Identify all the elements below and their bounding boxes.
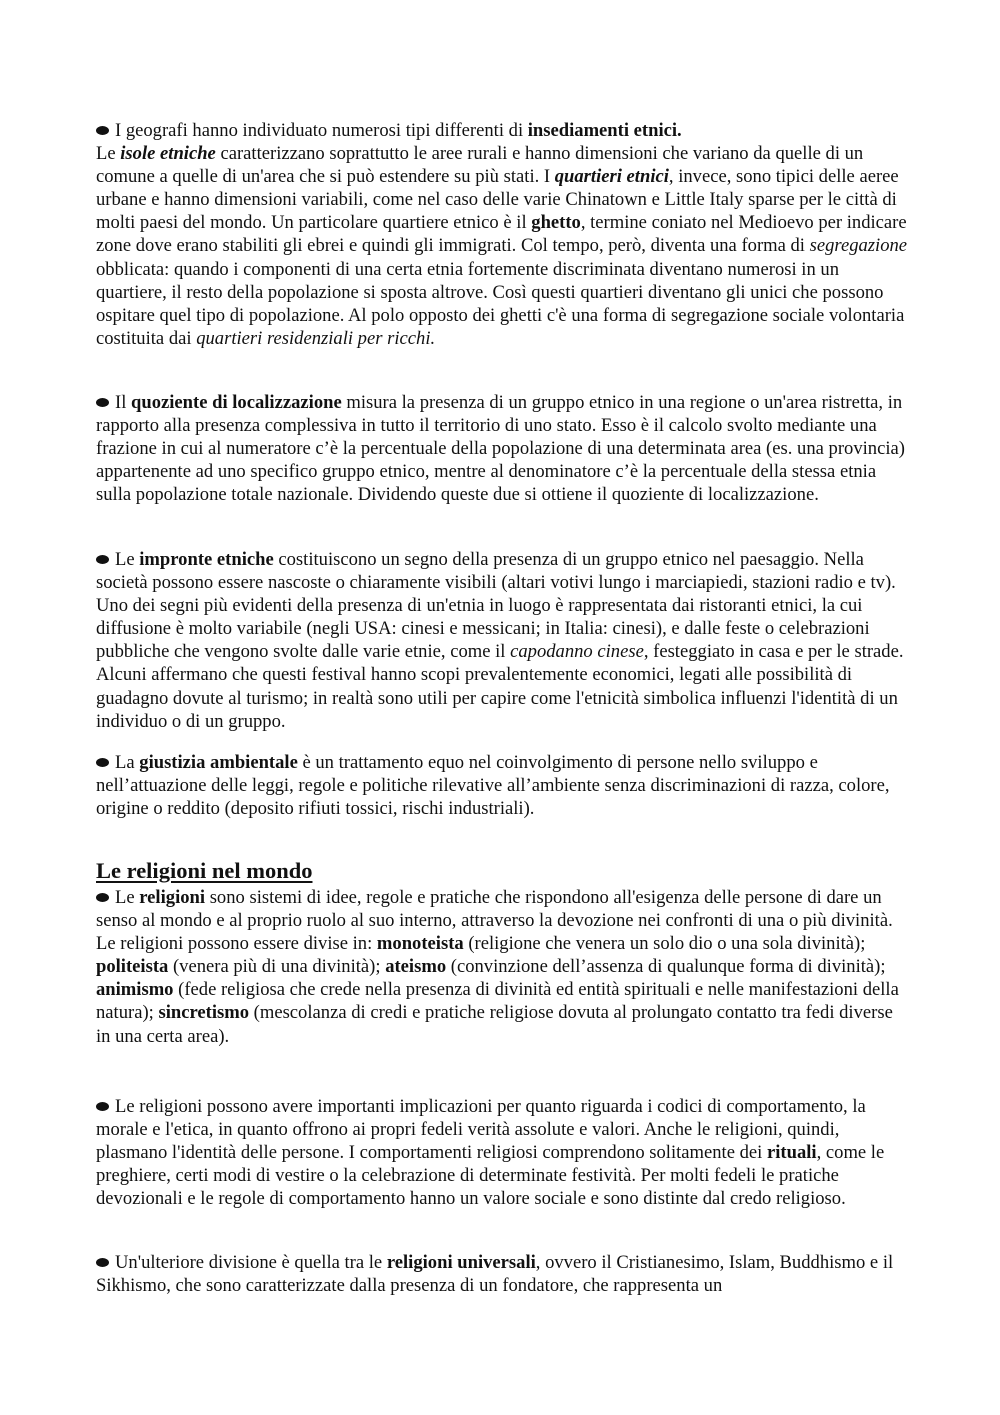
term-giustizia-ambientale: giustizia ambientale <box>139 752 298 773</box>
term-religioni: religioni <box>139 887 206 908</box>
term-segregazione: segregazione <box>809 235 908 257</box>
paragraph-insediamenti-etnici: I geografi hanno individuato numerosi tipi differenti di insediamenti etnici. Le isole etniche caratterizzano soprattutto le aree rurali e hanno dimensioni che variano da quelle di un comune a quelle di un'area che si può estendere su più stati. I quartieri etnici, invece, sono tipici delle aeree urbane e hanno dimensioni variabili, come nel caso delle varie Chinatown e Little Italy sparse per le città di molti paesi del mondo. Un particolare quartiere etnico è il ghetto, termine coniato nel Medioevo per indicare zone dove erano stabiliti gli ebrei e quindi gli immigrati. Col tempo, però, diventa una forma di segregazione obblicata: quando i componenti di una certa etnia fortemente discriminata diventano numerosi in un quartiere, il resto della popolazione si sposta altrove. Così questi quartieri diventano gli unici che possono ospitare quel tipo di popolazione. Al polo opposto dei ghetti c'è una forma di segregazione sociale volontaria costituita dai quartieri residenziali per ricchi. <box>96 120 908 349</box>
term-politeista: politeista <box>96 956 169 978</box>
term-animismo: animismo <box>96 979 174 1001</box>
term-rituali: rituali <box>767 1142 817 1164</box>
term-ghetto: ghetto <box>531 212 581 234</box>
term-quartieri-residenziali: quartieri residenziali per ricchi. <box>196 327 436 349</box>
bullet-icon <box>96 893 109 902</box>
term-ateismo: ateismo <box>385 956 447 978</box>
section-heading: Le religioni nel mondo <box>96 858 313 883</box>
term-quartieri-etnici: quartieri etnici <box>554 166 669 188</box>
bullet-icon <box>96 126 109 135</box>
paragraph-religioni-universali: Un'ulteriore divisione è quella tra le religioni universali, ovvero il Cristianesimo, Islam, Buddhismo e il Sikhismo, che sono caratterizzate dalla presenza di un fondatore, che rappresenta un <box>96 1252 894 1297</box>
bullet-icon <box>96 1102 109 1111</box>
term-religioni-universali: religioni universali <box>386 1252 536 1273</box>
bullet-icon <box>96 758 109 767</box>
paragraph-giustizia-ambientale: La giustizia ambientale è un trattamento equo nel coinvolgimento di persone nello sviluppo e nell’attuazione delle leggi, regole e politiche rilevative all’ambiente senza discriminazioni di razza, colore, origine o reddito (deposito rifiuti tossici, rischi industriali). <box>96 752 890 820</box>
term-sincretismo: sincretismo <box>158 1002 250 1024</box>
term-insediamenti-etnici: insediamenti etnici. <box>527 120 682 141</box>
paragraph-quoziente-localizzazione: Il quoziente di localizzazione misura la presenza di un gruppo etnico in una regione o un'area ristretta, in rapporto alla presenza complessiva in tutto il territorio di uno stato. Esso è il calcolo svolto mediante una frazione in cui al numeratore c’è la percentuale della popolazione di una determinata area (es. una provincia) appartenente ad uno specifico gruppo etnico, mentre al denominatore c’è la percentuale della stessa etnia sulla popolazione totale nazionale. Dividendo queste due si ottiene il quoziente di localizzazione. <box>96 392 905 506</box>
term-impronte-etniche: impronte etniche <box>139 549 274 570</box>
term-monoteista: monoteista <box>376 933 464 955</box>
term-isole-etniche: isole etniche <box>120 143 216 165</box>
bullet-icon <box>96 398 109 407</box>
bullet-icon <box>96 555 109 564</box>
paragraph-implicazioni: Le religioni possono avere importanti implicazioni per quanto riguarda i codici di comportamento, la morale e l'etica, in quanto offrono ai propri fedeli verità assolute e valori. Anche le religioni, quindi, plasmano l'identità delle persone. I comportamenti religiosi comprendono solitamente dei rituali, come le preghiere, certi modi di vestire o la celebrazione di determinate festività. Per molti fedeli le pratiche devozionali e le regole di comportamento hanno un valore sociale e sono distinte dal credo religioso. <box>96 1096 885 1210</box>
term-quoziente-localizzazione: quoziente di localizzazione <box>131 392 342 413</box>
term-capodanno-cinese: capodanno cinese <box>510 641 644 663</box>
paragraph-religioni: Le religioni sono sistemi di idee, regole e pratiche che rispondono all'esigenza delle persone di dare un senso al mondo e al proprio ruolo al suo interno, attraverso la devozione nei confronti di una o più divinità. Le religioni possono essere divise in: monoteista (religione che venera un solo dio o una sola divinità); politeista (venera più di una divinità); ateismo (convinzione dell’assenza di qualunque forma di divinità); animismo (fede religiosa che crede nella presenza di divinità ed entità spirituali e nelle manifestazioni della natura); sincretismo (mescolanza di credi e pratiche religiose dovuta al prolungato contatto tra fedi diverse in una certa area). <box>96 887 899 1047</box>
paragraph-impronte-etniche: Le impronte etniche costituiscono un segno della presenza di un gruppo etnico nel paesaggio. Nella società possono essere nascoste o chiaramente visibili (altari votivi lungo i marciapiedi, stazioni radio e tv). Uno dei segni più evidenti della presenza di un'etnia in luogo è rappresentata dai ristoranti etnici, la cui diffusione è molto variabile (negli USA: cinesi e messicani; in Italia: cinesi), e dalle feste o celebrazioni pubbliche che vengono svolte dalle varie etnie, come il capodanno cinese, festeggiato in casa e per le strade. Alcuni affermano che questi festival hanno scopi prevalentemente economici, legati alle possibilità di guadagno dovute al turismo; in realtà sono utili per capire come l'etnicità simbolica influenzi l'identità di un individuo o di un gruppo. <box>96 549 904 732</box>
header-mark <box>480 0 520 3</box>
bullet-icon <box>96 1258 109 1267</box>
